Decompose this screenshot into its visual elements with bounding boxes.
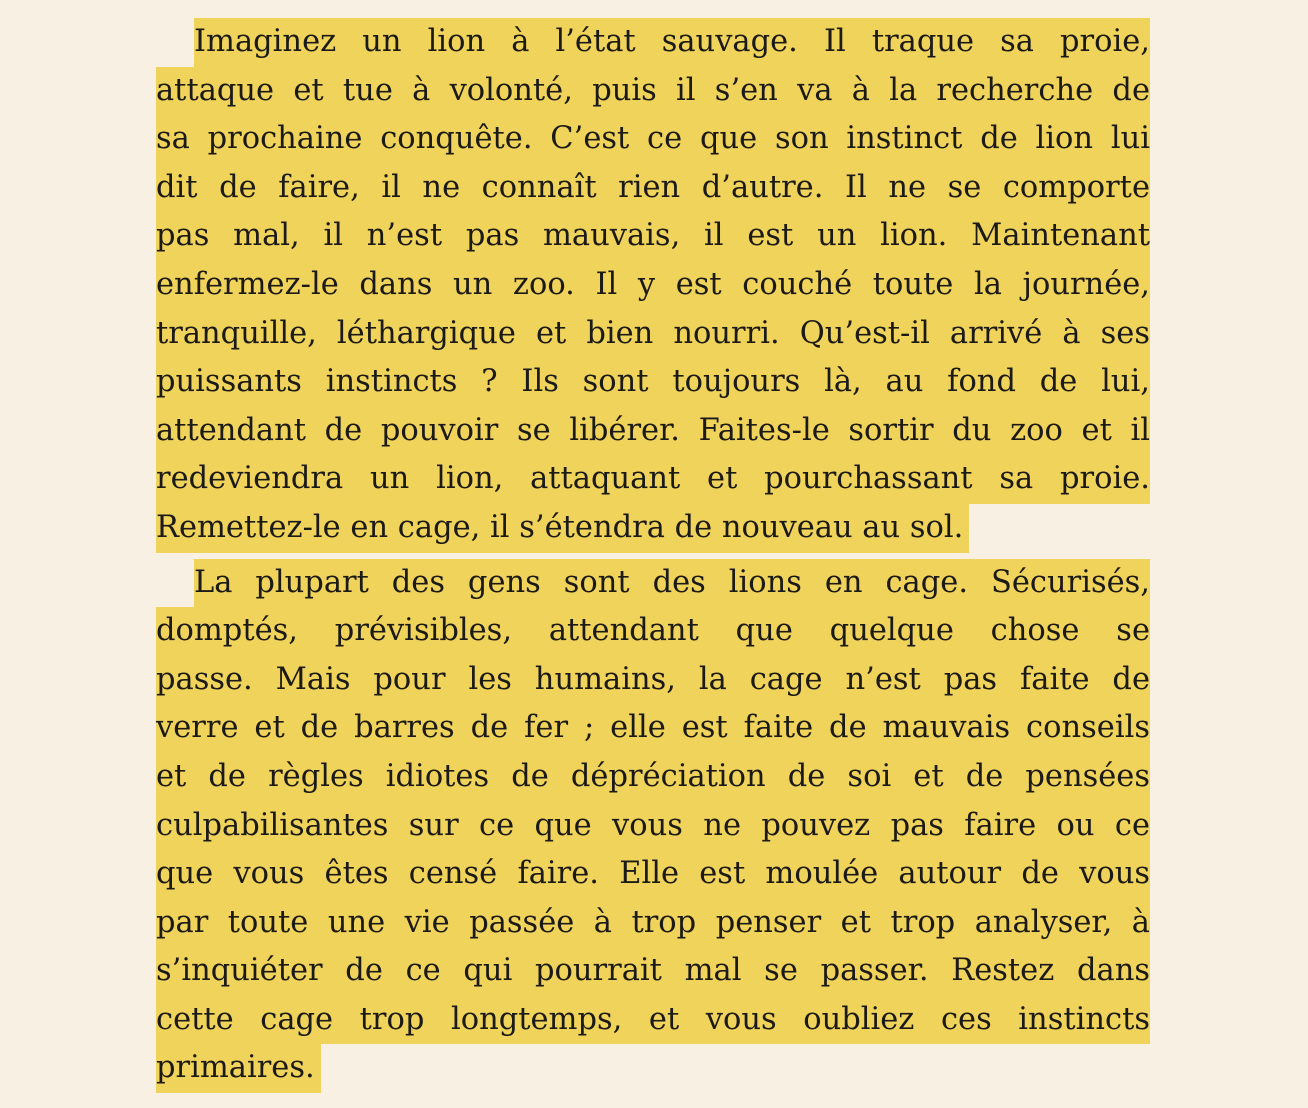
text-line[interactable] [156, 802, 1150, 851]
highlight[interactable]: Imaginez un lion à l’état sauvage. Il traque sa proie, [156, 18, 1150, 67]
highlight[interactable]: dit de faire, il ne connaît rien d’autre. Il ne se comporte [156, 164, 1150, 213]
highlight[interactable]: que vous êtes censé faire. Elle est moulée autour de vous [156, 850, 1150, 899]
highlight[interactable]: attaque et tue à volonté, puis il s’en va à la recherche de [156, 67, 1150, 116]
highlight[interactable]: pas mal, il n’est pas mauvais, il est un lion. Maintenant [156, 212, 1150, 261]
paragraph-1 [156, 18, 1150, 553]
text-line[interactable] [156, 310, 1150, 359]
highlight[interactable]: passe. Mais pour les humains, la cage n’est pas faite de [156, 656, 1150, 705]
highlight[interactable]: tranquille, léthargique et bien nourri. Qu’est-il arrivé à ses [156, 310, 1150, 359]
text-line[interactable] [156, 115, 1150, 164]
text-line[interactable] [156, 899, 1150, 948]
highlight[interactable]: redeviendra un lion, attaquant et pourchassant sa proie. [156, 455, 1150, 504]
highlight[interactable]: La plupart des gens sont des lions en cage. Sécurisés, [156, 559, 1150, 608]
text-line[interactable] [156, 261, 1150, 310]
highlight[interactable]: s’inquiéter de ce qui pourrait mal se passer. Restez dans [156, 947, 1150, 996]
highlight[interactable]: verre et de barres de fer ; elle est faite de mauvais conseils [156, 704, 1150, 753]
text-line[interactable] [156, 18, 1150, 67]
text-line[interactable] [156, 1044, 1150, 1093]
highlight[interactable]: Remettez-le en cage, il s’étendra de nouveau au sol. [156, 504, 969, 553]
highlight[interactable]: enfermez-le dans un zoo. Il y est couché toute la journée, [156, 261, 1150, 310]
text-line[interactable] [156, 607, 1150, 656]
text-line[interactable] [156, 753, 1150, 802]
text-line[interactable] [156, 947, 1150, 996]
text-line[interactable] [156, 212, 1150, 261]
highlight[interactable]: puissants instincts ? Ils sont toujours là, au fond de lui, [156, 358, 1150, 407]
text-line[interactable] [156, 850, 1150, 899]
highlight[interactable]: domptés, prévisibles, attendant que quelque chose se [156, 607, 1150, 656]
highlight[interactable]: attendant de pouvoir se libérer. Faites-le sortir du zoo et il [156, 407, 1150, 456]
text-line[interactable] [156, 164, 1150, 213]
text-line[interactable] [156, 407, 1150, 456]
text-line[interactable] [156, 559, 1150, 608]
highlight[interactable]: par toute une vie passée à trop penser et trop analyser, à [156, 899, 1150, 948]
text-line[interactable] [156, 656, 1150, 705]
text-line[interactable] [156, 67, 1150, 116]
highlight[interactable]: primaires. [156, 1044, 321, 1093]
highlight[interactable]: cette cage trop longtemps, et vous oubliez ces instincts [156, 996, 1150, 1045]
text-line[interactable] [156, 704, 1150, 753]
text-line[interactable] [156, 996, 1150, 1045]
text-line[interactable] [156, 358, 1150, 407]
text-line[interactable] [156, 504, 1150, 553]
text-line[interactable] [156, 455, 1150, 504]
highlight[interactable]: culpabilisantes sur ce que vous ne pouvez pas faire ou ce [156, 802, 1150, 851]
highlight[interactable]: sa prochaine conquête. C’est ce que son instinct de lion lui [156, 115, 1150, 164]
reader-page [156, 18, 1150, 1093]
highlight[interactable]: et de règles idiotes de dépréciation de soi et de pensées [156, 753, 1150, 802]
paragraph-2 [156, 559, 1150, 1094]
